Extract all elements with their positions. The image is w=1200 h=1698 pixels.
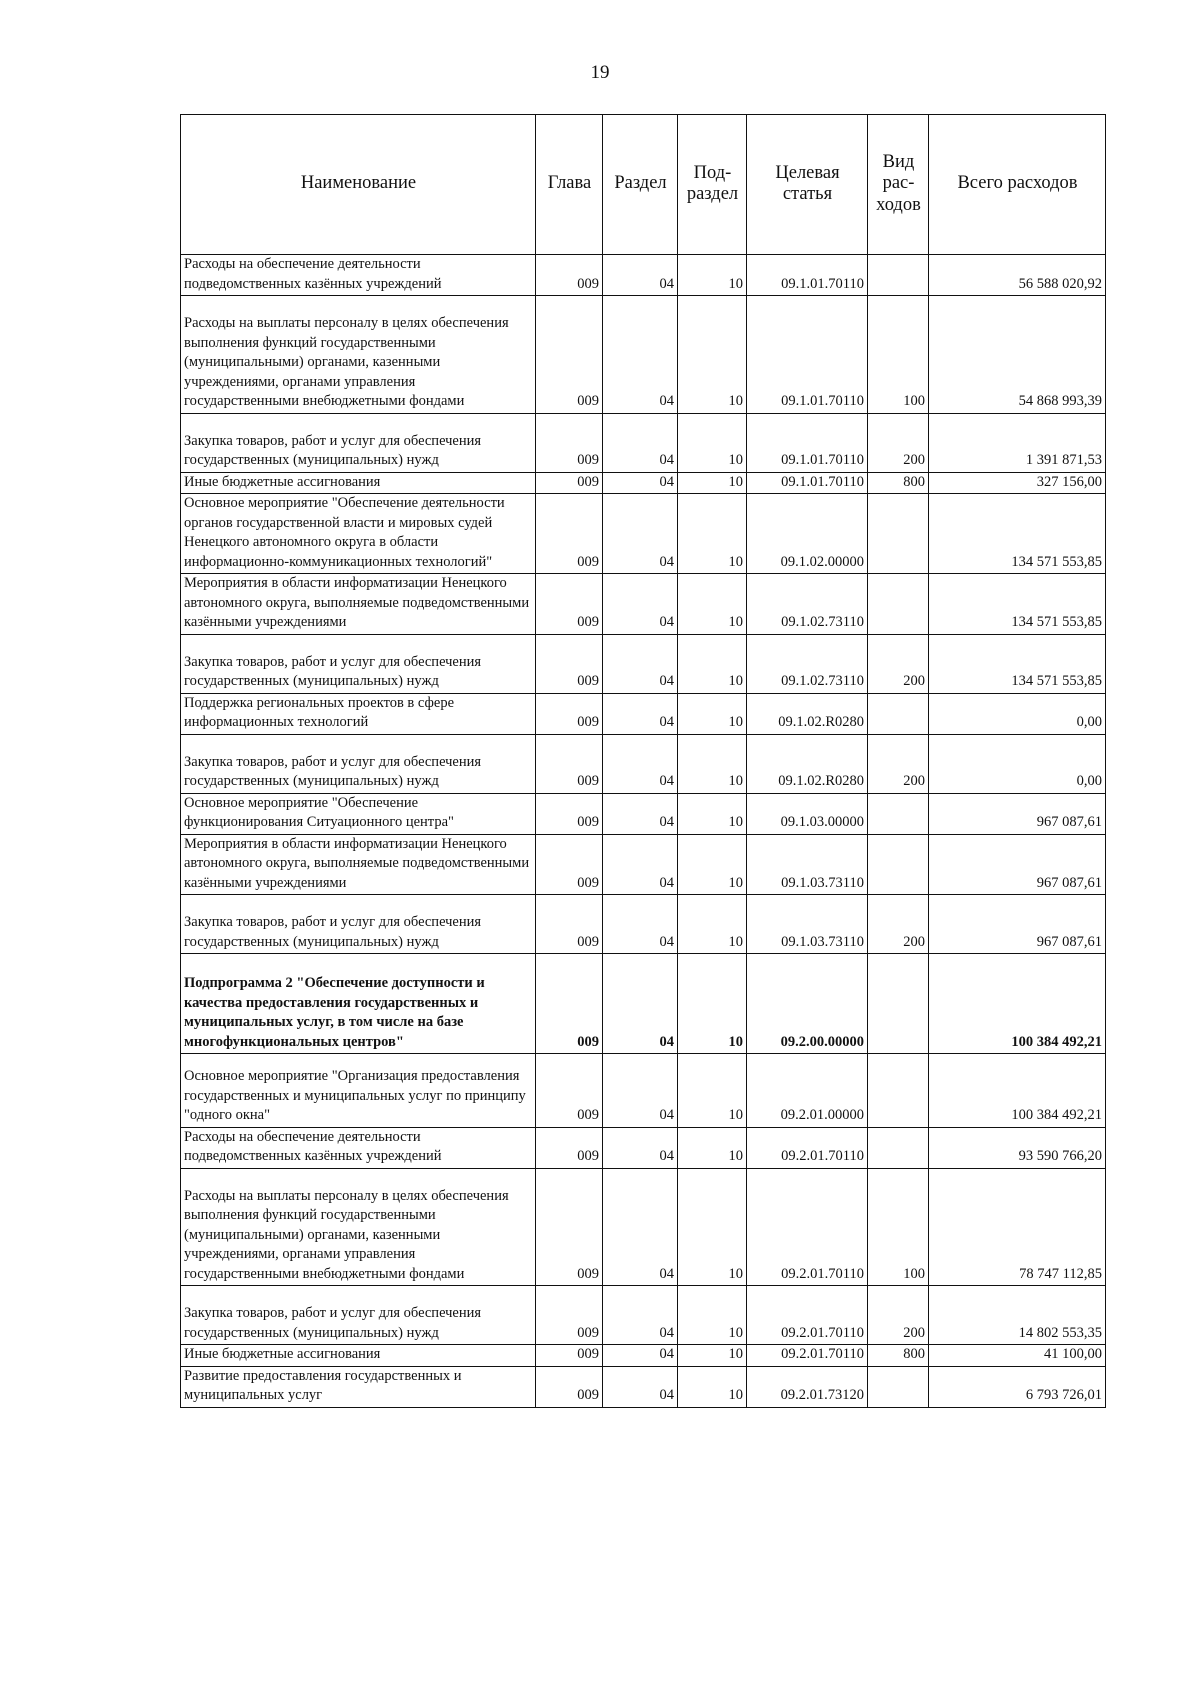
row-podrazdel: 10 (678, 634, 747, 693)
row-name: Мероприятия в области информатизации Ненецкого автономного округа, выполняемые подведомственными казёнными учреждениями (181, 834, 536, 895)
row-razdel: 04 (603, 954, 678, 1054)
table-row-subprogram (181, 954, 1106, 1054)
row-total: 967 087,61 (929, 793, 1106, 834)
row-glava: 009 (536, 296, 603, 414)
row-podrazdel: 10 (678, 834, 747, 895)
row-glava: 009 (536, 634, 603, 693)
row-name: Поддержка региональных проектов в сфере информационных технологий (181, 693, 536, 734)
row-podrazdel: 10 (678, 734, 747, 793)
row-name: Подпрограмма 2 "Обеспечение доступности и качества предоставления государственных и муниципальных услуг, в том числе на базе многофункциональных центров" (181, 954, 536, 1054)
row-statya: 09.1.03.73110 (747, 834, 868, 895)
row-vid: 200 (868, 634, 929, 693)
row-podrazdel: 10 (678, 494, 747, 574)
row-glava: 009 (536, 895, 603, 954)
table-row (181, 472, 1106, 494)
row-glava: 009 (536, 834, 603, 895)
row-razdel: 04 (603, 255, 678, 296)
row-name: Закупка товаров, работ и услуг для обеспечения государственных (муниципальных) нужд (181, 413, 536, 472)
table-row (181, 1286, 1106, 1345)
row-razdel: 04 (603, 734, 678, 793)
row-glava: 009 (536, 1127, 603, 1168)
row-name: Основное мероприятие "Обеспечение функционирования Ситуационного центра" (181, 793, 536, 834)
row-name: Мероприятия в области информатизации Ненецкого автономного округа, выполняемые подведомственными казёнными учреждениями (181, 574, 536, 635)
row-vid (868, 494, 929, 574)
row-statya: 09.2.01.70110 (747, 1345, 868, 1367)
row-total: 78 747 112,85 (929, 1168, 1106, 1286)
row-podrazdel: 10 (678, 296, 747, 414)
row-glava: 009 (536, 954, 603, 1054)
table-row (181, 1127, 1106, 1168)
row-statya: 09.1.01.70110 (747, 472, 868, 494)
row-vid: 200 (868, 734, 929, 793)
row-razdel: 04 (603, 895, 678, 954)
row-vid: 100 (868, 296, 929, 414)
row-name: Расходы на выплаты персоналу в целях обеспечения выполнения функций государственными (муниципальными) органами, казенными учреждениями, органами управления государственными внебюджетными фондами (181, 1168, 536, 1286)
row-name: Закупка товаров, работ и услуг для обеспечения государственных (муниципальных) нужд (181, 634, 536, 693)
row-glava: 009 (536, 1345, 603, 1367)
row-podrazdel: 10 (678, 472, 747, 494)
row-statya: 09.1.02.73110 (747, 574, 868, 635)
row-name: Иные бюджетные ассигнования (181, 1345, 536, 1367)
table-row (181, 296, 1106, 414)
row-glava: 009 (536, 255, 603, 296)
row-glava: 009 (536, 793, 603, 834)
header-total: Всего расходов (929, 115, 1106, 255)
row-razdel: 04 (603, 834, 678, 895)
row-podrazdel: 10 (678, 793, 747, 834)
row-name: Основное мероприятие "Обеспечение деятельности органов государственной власти и мировых судей Ненецкого автономного округа в области информационно-коммуникационных технологий" (181, 494, 536, 574)
table-row (181, 693, 1106, 734)
row-statya: 09.1.03.00000 (747, 793, 868, 834)
row-podrazdel: 10 (678, 1054, 747, 1128)
row-podrazdel: 10 (678, 255, 747, 296)
row-total: 100 384 492,21 (929, 954, 1106, 1054)
row-podrazdel: 10 (678, 693, 747, 734)
row-name: Расходы на выплаты персоналу в целях обеспечения выполнения функций государственными (муниципальными) органами, казенными учреждениями, органами управления государственными внебюджетными фондами (181, 296, 536, 414)
row-vid (868, 954, 929, 1054)
row-statya: 09.2.01.00000 (747, 1054, 868, 1128)
row-name: Иные бюджетные ассигнования (181, 472, 536, 494)
row-statya: 09.1.02.73110 (747, 634, 868, 693)
table-row (181, 1366, 1106, 1407)
row-total: 93 590 766,20 (929, 1127, 1106, 1168)
row-name: Расходы на обеспечение деятельности подведомственных казённых учреждений (181, 255, 536, 296)
row-vid: 200 (868, 1286, 929, 1345)
row-podrazdel: 10 (678, 895, 747, 954)
row-razdel: 04 (603, 413, 678, 472)
row-vid: 800 (868, 472, 929, 494)
row-total: 967 087,61 (929, 834, 1106, 895)
row-name: Закупка товаров, работ и услуг для обеспечения государственных (муниципальных) нужд (181, 895, 536, 954)
row-glava: 009 (536, 1286, 603, 1345)
table-row (181, 413, 1106, 472)
row-razdel: 04 (603, 472, 678, 494)
row-name: Развитие предоставления государственных и муниципальных услуг (181, 1366, 536, 1407)
row-podrazdel: 10 (678, 1127, 747, 1168)
row-total: 54 868 993,39 (929, 296, 1106, 414)
row-razdel: 04 (603, 1168, 678, 1286)
row-glava: 009 (536, 734, 603, 793)
row-total: 100 384 492,21 (929, 1054, 1106, 1128)
row-total: 56 588 020,92 (929, 255, 1106, 296)
row-vid (868, 834, 929, 895)
row-total: 0,00 (929, 693, 1106, 734)
table-row (181, 255, 1106, 296)
row-vid (868, 574, 929, 635)
budget-table (180, 114, 1106, 1408)
header-vid: Вид рас-ходов (868, 115, 929, 255)
header-glava: Глава (536, 115, 603, 255)
table-row (181, 494, 1106, 574)
table-row (181, 1345, 1106, 1367)
row-glava: 009 (536, 1168, 603, 1286)
row-total: 41 100,00 (929, 1345, 1106, 1367)
row-razdel: 04 (603, 1054, 678, 1128)
table-row (181, 634, 1106, 693)
row-podrazdel: 10 (678, 1345, 747, 1367)
row-razdel: 04 (603, 494, 678, 574)
row-statya: 09.1.03.73110 (747, 895, 868, 954)
row-statya: 09.1.02.R0280 (747, 693, 868, 734)
row-glava: 009 (536, 1054, 603, 1128)
row-razdel: 04 (603, 793, 678, 834)
row-vid (868, 1127, 929, 1168)
row-podrazdel: 10 (678, 1168, 747, 1286)
table-row (181, 1168, 1106, 1286)
row-glava: 009 (536, 413, 603, 472)
table-header-row (181, 115, 1106, 255)
header-name: Наименование (181, 115, 536, 255)
row-statya: 09.1.02.R0280 (747, 734, 868, 793)
row-vid: 200 (868, 413, 929, 472)
row-vid (868, 793, 929, 834)
row-vid: 800 (868, 1345, 929, 1367)
row-statya: 09.1.01.70110 (747, 255, 868, 296)
row-total: 134 571 553,85 (929, 574, 1106, 635)
row-statya: 09.2.01.70110 (747, 1127, 868, 1168)
row-statya: 09.2.00.00000 (747, 954, 868, 1054)
row-vid: 100 (868, 1168, 929, 1286)
row-total: 6 793 726,01 (929, 1366, 1106, 1407)
row-total: 1 391 871,53 (929, 413, 1106, 472)
row-total: 0,00 (929, 734, 1106, 793)
row-razdel: 04 (603, 1286, 678, 1345)
row-razdel: 04 (603, 693, 678, 734)
row-statya: 09.1.01.70110 (747, 296, 868, 414)
row-razdel: 04 (603, 574, 678, 635)
row-razdel: 04 (603, 1366, 678, 1407)
table-row (181, 834, 1106, 895)
table-row (181, 793, 1106, 834)
row-glava: 009 (536, 494, 603, 574)
header-statya: Целевая статья (747, 115, 868, 255)
row-glava: 009 (536, 1366, 603, 1407)
row-statya: 09.1.01.70110 (747, 413, 868, 472)
row-vid (868, 1054, 929, 1128)
table-row (181, 1054, 1106, 1128)
row-podrazdel: 10 (678, 413, 747, 472)
row-podrazdel: 10 (678, 1366, 747, 1407)
header-razdel: Раздел (603, 115, 678, 255)
row-name: Основное мероприятие "Организация предоставления государственных и муниципальных услуг по принципу "одного окна" (181, 1054, 536, 1128)
header-podrazdel: Под-раздел (678, 115, 747, 255)
row-podrazdel: 10 (678, 1286, 747, 1345)
row-name: Закупка товаров, работ и услуг для обеспечения государственных (муниципальных) нужд (181, 734, 536, 793)
page-number: 19 (590, 62, 610, 83)
row-glava: 009 (536, 472, 603, 494)
row-total: 327 156,00 (929, 472, 1106, 494)
row-total: 967 087,61 (929, 895, 1106, 954)
row-statya: 09.2.01.73120 (747, 1366, 868, 1407)
table-row (181, 574, 1106, 635)
row-vid (868, 1366, 929, 1407)
row-glava: 009 (536, 693, 603, 734)
row-total: 134 571 553,85 (929, 494, 1106, 574)
row-statya: 09.1.02.00000 (747, 494, 868, 574)
row-vid: 200 (868, 895, 929, 954)
row-vid (868, 255, 929, 296)
row-podrazdel: 10 (678, 954, 747, 1054)
row-razdel: 04 (603, 1127, 678, 1168)
row-statya: 09.2.01.70110 (747, 1286, 868, 1345)
row-statya: 09.2.01.70110 (747, 1168, 868, 1286)
row-razdel: 04 (603, 1345, 678, 1367)
row-name: Закупка товаров, работ и услуг для обеспечения государственных (муниципальных) нужд (181, 1286, 536, 1345)
row-vid (868, 693, 929, 734)
table-row (181, 895, 1106, 954)
row-razdel: 04 (603, 634, 678, 693)
row-glava: 009 (536, 574, 603, 635)
table-row (181, 734, 1106, 793)
row-total: 14 802 553,35 (929, 1286, 1106, 1345)
row-name: Расходы на обеспечение деятельности подведомственных казённых учреждений (181, 1127, 536, 1168)
row-podrazdel: 10 (678, 574, 747, 635)
row-razdel: 04 (603, 296, 678, 414)
row-total: 134 571 553,85 (929, 634, 1106, 693)
